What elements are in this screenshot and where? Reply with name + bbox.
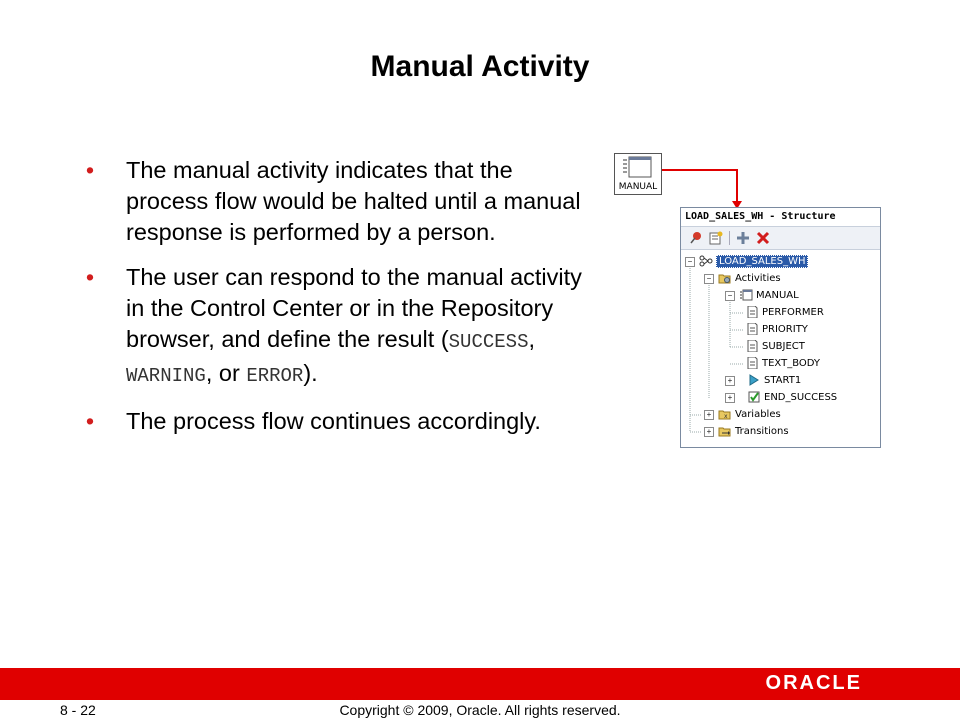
- tree-node-end-success[interactable]: [747, 390, 837, 406]
- tree-node-load-sales-wh[interactable]: [699, 254, 808, 270]
- code-error: ERROR: [246, 365, 304, 387]
- expand-toggle[interactable]: +: [704, 427, 714, 437]
- tree-node-label: SUBJECT: [762, 341, 805, 352]
- tree-node-variables[interactable]: [718, 407, 781, 423]
- bullet-item: [80, 406, 600, 437]
- bullet-item: [80, 155, 600, 248]
- tree-node-text-body[interactable]: [745, 356, 820, 372]
- tree-node-label: START1: [764, 375, 802, 386]
- tree-node-label: Variables: [735, 409, 781, 420]
- tree-node-activities[interactable]: [718, 271, 781, 287]
- tree-node-label: LOAD_SALES_WH: [716, 255, 808, 268]
- structure-toolbar: [681, 227, 880, 250]
- page-number: 8 - 22: [60, 702, 96, 718]
- tree-node-manual[interactable]: [739, 288, 799, 304]
- collapse-toggle[interactable]: −: [704, 274, 714, 284]
- connector-arrow: [660, 165, 750, 210]
- tree-node-priority[interactable]: [745, 322, 808, 338]
- code-success: SUCCESS: [448, 331, 529, 353]
- manual-activity-icon: [739, 289, 753, 301]
- tree-node-label: PERFORMER: [762, 307, 824, 318]
- bullet-suffix: ).: [303, 360, 318, 386]
- tree-node-label: TEXT_BODY: [762, 358, 821, 369]
- expand-toggle[interactable]: +: [704, 410, 714, 420]
- document-icon: [745, 323, 759, 335]
- bullet-dot-icon: •: [85, 408, 95, 434]
- tree-node-start1[interactable]: [747, 373, 801, 389]
- expand-toggle[interactable]: +: [725, 376, 735, 386]
- bullet-separator: , or: [205, 360, 247, 386]
- end-success-icon: [747, 391, 761, 403]
- bullet-text: The user can respond to the manual activity in the Control Center or in the Repository browser, and define the result (: [126, 264, 582, 352]
- activities-folder-icon: [718, 272, 732, 284]
- slide-title: Manual Activity: [370, 50, 590, 83]
- oracle-logo: ORACLE: [765, 672, 862, 694]
- structure-panel-title: LOAD_SALES_WH - Structure: [681, 208, 880, 227]
- tree-node-label: END_SUCCESS: [764, 392, 838, 403]
- manual-activity-palette-icon[interactable]: [614, 153, 662, 195]
- copyright-notice: Copyright © 2009, Oracle. All rights reserved.: [339, 702, 621, 718]
- start-icon: [747, 374, 761, 386]
- svg-text:x: x: [724, 413, 728, 420]
- code-warning: WARNING: [126, 365, 206, 387]
- structure-panel: [680, 207, 881, 448]
- variables-folder-icon: [718, 408, 732, 420]
- manual-window-icon: [615, 154, 661, 182]
- tree-node-performer[interactable]: [745, 305, 824, 321]
- process-flow-icon: [699, 255, 713, 267]
- transitions-folder-icon: [718, 425, 732, 437]
- manual-icon-label: MANUAL: [618, 182, 658, 192]
- document-icon: [745, 340, 759, 352]
- tree-node-label: MANUAL: [756, 290, 799, 301]
- collapse-toggle[interactable]: −: [685, 257, 695, 267]
- pin-icon[interactable]: [689, 231, 703, 245]
- bullet-separator: ,: [528, 326, 536, 352]
- tree-node-label: PRIORITY: [762, 324, 808, 335]
- document-icon: [745, 357, 759, 369]
- bullet-list: [80, 155, 600, 451]
- add-icon[interactable]: [736, 231, 750, 245]
- expand-toggle[interactable]: +: [725, 393, 735, 403]
- tree-node-label: Transitions: [735, 426, 789, 437]
- delete-icon[interactable]: [756, 231, 770, 245]
- tree-node-transitions[interactable]: [718, 424, 789, 440]
- bullet-text: The process flow continues accordingly.: [126, 408, 541, 434]
- bullet-item: [80, 262, 600, 392]
- tree-node-label: Activities: [735, 273, 781, 284]
- bullet-text: The manual activity indicates that the process flow would be halted until a manual response is performed by a person.: [126, 157, 581, 245]
- properties-icon[interactable]: [709, 231, 723, 245]
- bullet-dot-icon: •: [85, 157, 95, 183]
- bullet-dot-icon: •: [85, 264, 95, 290]
- toolbar-divider: [729, 231, 730, 245]
- collapse-toggle[interactable]: −: [725, 291, 735, 301]
- tree-node-subject[interactable]: [745, 339, 805, 355]
- document-icon: [745, 306, 759, 318]
